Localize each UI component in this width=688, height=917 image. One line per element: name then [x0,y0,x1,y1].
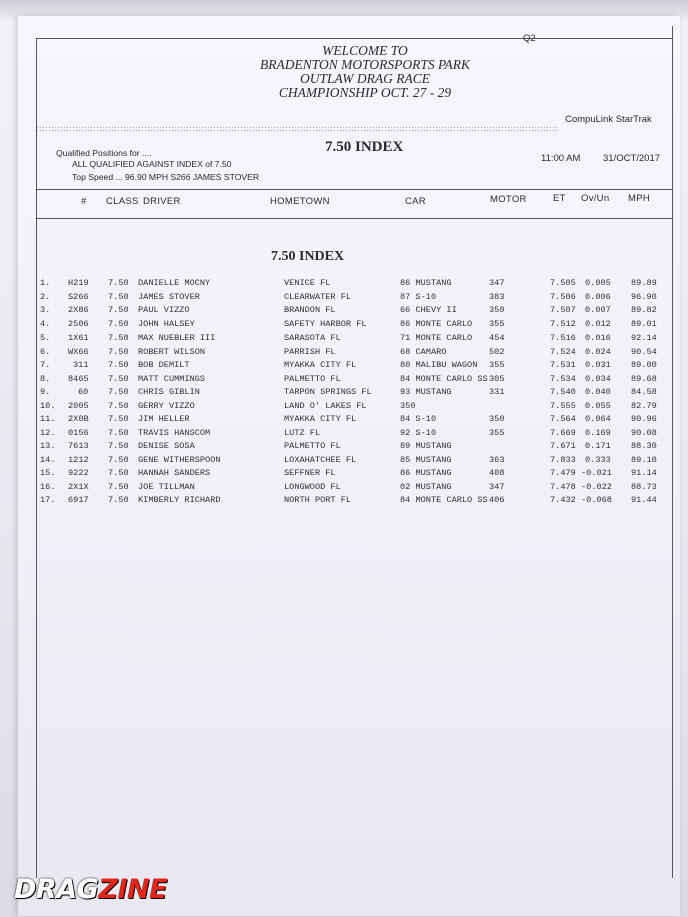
row-mph: 89.00 [631,360,657,371]
row-ovun: 0.024 [585,346,611,357]
qualified-for-label: Qualified Positions for .... [56,148,152,158]
row-position: 17. [40,495,56,506]
row-mph: 91.14 [631,468,657,479]
row-number: H219 [68,278,89,288]
row-motor: 408 [489,468,505,479]
row-driver: DANIELLE MOCNY [138,278,211,288]
welcome-line-4: CHAMPIONSHIP OCT. 27 - 29 [278,85,452,100]
row-number: 2X86 [68,305,89,316]
row-class: 7.50 [108,278,129,288]
table-row [0,455,680,468]
row-hometown: LAND O' LAKES FL [284,400,367,411]
row-car: 71 MONTE CARLO [400,332,473,343]
row-car: 80 MALIBU WAGON [400,360,478,371]
row-number: 60 [78,387,89,398]
row-hometown: LUTZ FL [284,427,321,438]
table-row [0,278,680,291]
row-position: 8. [40,373,51,384]
row-et: 7.479 [550,468,576,479]
row-number: 6917 [68,495,89,506]
row-ovun: 0.005 [585,278,611,288]
row-motor: 347 [489,278,505,288]
row-number: WX66 [68,346,89,357]
table-row [0,319,680,332]
table-row [0,401,680,414]
row-hometown: SAFETY HARBOR FL [284,319,367,330]
row-car: 87 S-10 [400,291,437,302]
row-et: 7.516 [550,332,576,343]
row-position: 7. [40,360,51,371]
row-ovun: 0.031 [585,360,611,371]
logo-drag-text: DRAG [14,874,99,905]
row-motor: 355 [489,360,505,371]
row-driver: JOE TILLMAN [138,481,195,492]
row-class: 7.50 [108,400,129,411]
col-header-mph: MPH [628,193,651,204]
table-row [0,468,680,481]
row-number: 2X1X [68,481,89,492]
row-class: 7.50 [108,373,129,384]
row-mph: 84.58 [631,387,657,398]
row-ovun: 0.040 [585,387,611,398]
row-class: 7.50 [108,360,129,371]
row-car: 68 CAMARO [400,346,447,357]
table-row [0,441,680,454]
col-header-car: CAR [405,196,426,207]
report-title: 7.50 INDEX [325,139,404,155]
row-et: 7.524 [550,346,576,357]
logo-zine-text: ZINE [98,874,167,905]
row-class: 7.50 [108,414,129,425]
row-hometown: PALMETTO FL [284,373,341,384]
row-hometown: VENICE FL [284,278,331,288]
row-et: 7.432 [550,495,576,506]
row-car: 86 MUSTANG [400,468,452,479]
row-mph: 88.73 [631,481,657,492]
col-header-num: # [81,196,87,207]
dragzine-logo [14,874,167,908]
row-driver: CHRIS GIBLIN [138,387,200,398]
row-number: 1212 [68,454,89,465]
row-motor: 383 [489,291,505,302]
row-et: 7.555 [550,400,576,411]
col-header-motor: MOTOR [490,194,527,205]
row-ovun: 0.034 [585,373,611,384]
row-et: 7.564 [550,414,576,425]
table-row [0,414,680,427]
report-date: 31/OCT/2017 [603,153,661,164]
row-car: 86 MONTE CARLO [400,319,473,330]
row-driver: GENE WITHERSPOON [138,454,221,465]
table-row [0,482,680,495]
row-hometown: PALMETTO FL [284,441,341,452]
row-ovun: 0.006 [585,291,611,302]
row-driver: JOHN HALSEY [138,319,195,330]
row-hometown: SARASOTA FL [284,332,341,343]
row-number: 311 [73,360,89,371]
row-ovun: 0.171 [585,441,611,452]
row-hometown: NORTH PORT FL [284,495,352,506]
row-position: 9. [40,387,51,398]
row-driver: JAMES STOVER [138,291,200,302]
header-rule-bottom [36,218,672,219]
row-driver: PAUL VIZZO [138,305,190,316]
row-et: 7.833 [550,454,576,465]
row-motor: 331 [489,387,505,398]
col-header-hometown: HOMETOWN [270,196,330,207]
row-class: 7.50 [108,346,129,357]
row-car: 84 MONTE CARLO SS [400,373,488,384]
row-motor: 350 [489,414,505,425]
row-number: 0156 [68,427,89,438]
row-class: 7.50 [108,291,129,302]
row-number: 9222 [68,468,89,479]
row-driver: ROBERT WILSON [138,346,206,357]
row-ovun: 0.064 [585,414,611,425]
col-header-driver: DRIVER [143,196,181,207]
row-mph: 89.68 [631,373,657,384]
row-position: 3. [40,305,51,316]
row-motor: 355 [489,319,505,330]
row-car: 350 [400,400,416,411]
row-ovun: 0.012 [585,319,611,330]
row-hometown: CLEARWATER FL [284,291,352,302]
row-hometown: PARRISH FL [284,346,336,357]
row-motor: 406 [489,495,505,506]
row-class: 7.50 [108,427,129,438]
row-number: 1X61 [68,332,89,343]
row-position: 5. [40,332,51,343]
row-position: 14. [40,454,56,465]
row-position: 2. [40,291,51,302]
row-driver: MAX NUEBLER III [138,332,216,343]
row-motor: 305 [489,373,505,384]
row-hometown: TARPON SPRINGS FL [284,387,372,398]
welcome-header [240,44,490,100]
row-position: 11. [40,414,56,425]
welcome-line-2: BRADENTON MOTORSPORTS PARK [259,57,470,72]
header-rule-top [36,189,672,190]
row-ovun: -0.022 [581,481,612,492]
row-driver: HANNAH SANDERS [138,468,211,479]
row-car: 93 MUSTANG [400,387,452,398]
row-mph: 89.01 [631,319,657,330]
row-car: 84 S-10 [400,414,437,425]
row-number: 2005 [68,400,89,411]
row-mph: 82.79 [631,400,657,411]
row-ovun: -0.021 [581,468,612,479]
row-car: 92 S-10 [400,427,437,438]
row-number: 8465 [68,373,89,384]
row-position: 1. [40,278,51,288]
row-class: 7.50 [108,454,129,465]
row-position: 15. [40,468,56,479]
table-row [0,428,680,441]
row-class: 7.50 [108,468,129,479]
row-position: 6. [40,346,51,357]
row-driver: KIMBERLY RICHARD [138,495,221,506]
row-ovun: 0.333 [585,454,611,465]
row-et: 7.506 [550,291,576,302]
row-class: 7.50 [108,319,129,330]
row-car: 66 CHEVY II [400,305,457,316]
frame-top-line [36,38,672,39]
row-mph: 90.54 [631,346,657,357]
row-number: 2X0B [68,414,89,425]
row-driver: BOB DEMILT [138,360,190,371]
row-hometown: LONGWOOD FL [284,481,341,492]
row-number: 2506 [68,319,89,330]
row-number: 7613 [68,441,89,452]
row-mph: 90.08 [631,427,657,438]
table-row [0,305,680,318]
row-car: 84 MONTE CARLO SS [400,495,488,506]
row-position: 13. [40,441,56,452]
row-et: 7.505 [550,278,576,288]
row-et: 7.534 [550,373,576,384]
row-class: 7.50 [108,387,129,398]
row-hometown: BRANDON FL [284,305,336,316]
row-mph: 91.44 [631,495,657,506]
row-hometown: SEFFNER FL [284,468,336,479]
dotted-separator [36,126,558,132]
row-ovun: 0.007 [585,305,611,316]
row-hometown: MYAKKA CITY FL [284,360,357,371]
table-row [0,292,680,305]
row-mph: 89.89 [631,278,657,288]
row-mph: 89.10 [631,454,657,465]
row-driver: TRAVIS HANSCOM [138,427,211,438]
row-et: 7.671 [550,441,576,452]
table-row [0,360,680,373]
table-row [0,374,680,387]
row-et: 7.507 [550,305,576,316]
row-car: 85 MUSTANG [400,454,452,465]
row-motor: 350 [489,305,505,316]
row-ovun: 0.169 [585,427,611,438]
welcome-line-1: WELCOME TO [322,43,408,58]
table-row [0,347,680,360]
row-class: 7.50 [108,481,129,492]
row-driver: GERRY VIZZO [138,400,195,411]
row-ovun: 0.016 [585,332,611,343]
row-class: 7.50 [108,441,129,452]
row-motor: 355 [489,427,505,438]
row-car: 02 MUSTANG [400,481,452,492]
row-number: S266 [68,291,89,302]
col-header-et: ET [553,193,566,204]
row-mph: 96.90 [631,291,657,302]
row-driver: MATT CUMMINGS [138,373,206,384]
row-motor: 502 [489,346,505,357]
row-motor: 363 [489,454,505,465]
row-hometown: MYAKKA CITY FL [284,414,357,425]
row-et: 7.512 [550,319,576,330]
row-et: 7.540 [550,387,576,398]
row-mph: 88.30 [631,441,657,452]
row-hometown: LOXAHATCHEE FL [284,454,357,465]
row-car: 86 MUSTANG [400,278,452,288]
row-mph: 92.14 [631,332,657,343]
table-row [0,495,680,508]
row-mph: 89.82 [631,305,657,316]
row-position: 16. [40,481,56,492]
row-car: 89 MUSTANG [400,441,452,452]
row-ovun: -0.068 [581,495,612,506]
row-position: 12. [40,427,56,438]
row-class: 7.50 [108,495,129,506]
row-mph: 90.96 [631,414,657,425]
top-speed-label: Top Speed ... 96.90 MPH S266 JAMES STOVER [72,172,260,182]
row-class: 7.50 [108,305,129,316]
row-motor: 454 [489,332,505,343]
row-position: 4. [40,319,51,330]
section-title: 7.50 INDEX [271,249,345,264]
row-driver: DENISE SOSA [138,441,195,452]
corner-code: Q2 [523,33,536,44]
system-label: CompuLink StarTrak [565,114,652,125]
col-header-ovun: Ov/Un [581,193,610,204]
row-class: 7.50 [108,332,129,343]
col-header-class: CLASS [106,196,139,207]
row-et: 7.478 [550,481,576,492]
row-et: 7.531 [550,360,576,371]
row-position: 10. [40,400,56,411]
qualified-against-label: ALL QUALIFIED AGAINST INDEX of 7.50 [72,159,232,169]
row-motor: 347 [489,481,505,492]
table-row [0,387,680,400]
row-et: 7.669 [550,427,576,438]
row-ovun: 0.055 [585,400,611,411]
welcome-line-3: OUTLAW DRAG RACE [300,71,430,86]
report-time: 11:00 AM [541,153,581,164]
table-row [0,333,680,346]
row-driver: JIM HELLER [138,414,190,425]
